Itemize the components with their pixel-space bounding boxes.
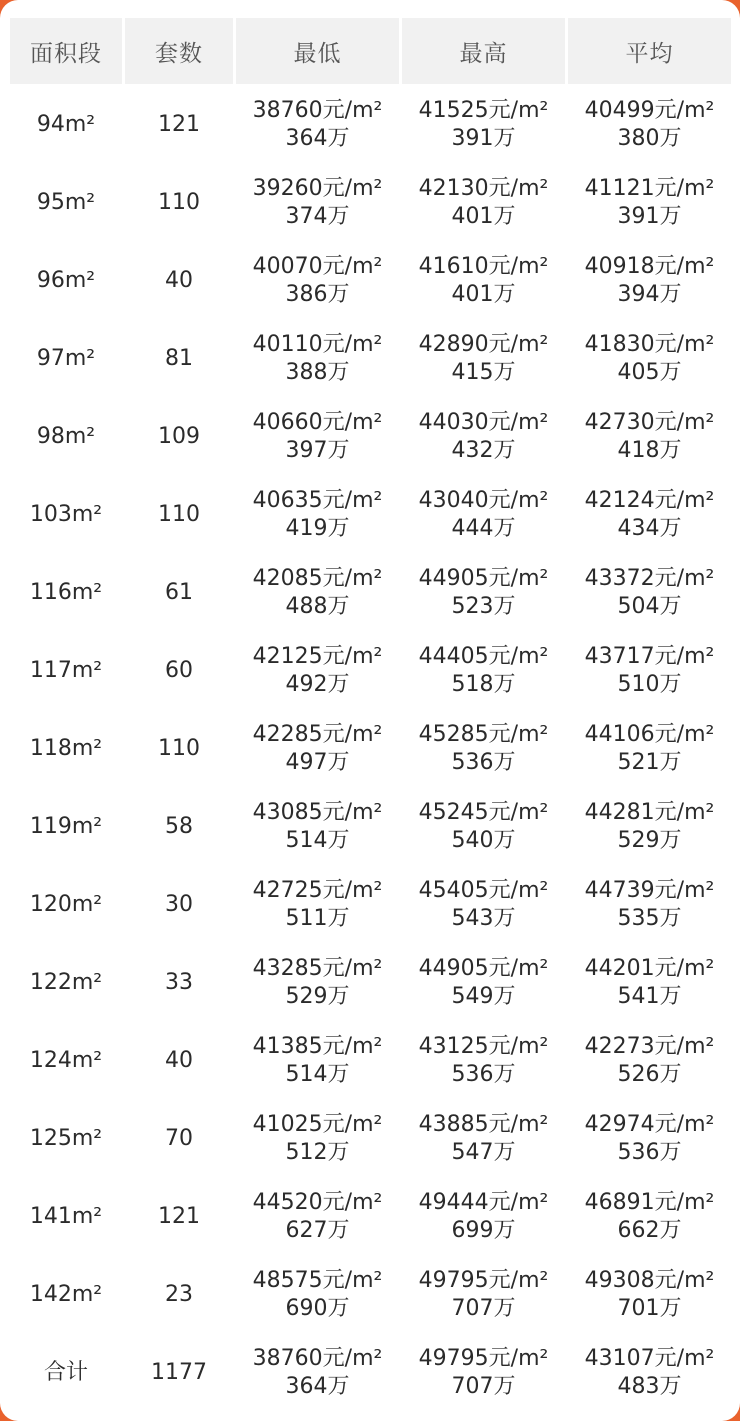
area-cell	[10, 711, 122, 786]
area-label: 97m²	[36, 345, 96, 371]
table-row	[10, 711, 731, 786]
max-cell	[402, 321, 565, 396]
avg-unit-price: 43372元/m²	[584, 565, 715, 591]
min-total-price: 529万	[285, 983, 350, 1009]
min-total-price: 364万	[285, 1373, 350, 1399]
avg-unit-price: 49308元/m²	[584, 1267, 715, 1293]
min-unit-price: 38760元/m²	[252, 1345, 383, 1371]
table-row	[10, 243, 731, 318]
min-cell	[236, 867, 399, 942]
min-unit-price: 42125元/m²	[252, 643, 383, 669]
max-total-price: 707万	[451, 1295, 516, 1321]
table-row	[10, 1179, 731, 1254]
min-total-price: 511万	[285, 905, 350, 931]
table-row	[10, 867, 731, 942]
avg-cell	[568, 477, 731, 552]
max-unit-price: 41525元/m²	[418, 97, 549, 123]
table-row	[10, 1101, 731, 1176]
count-value: 1177	[151, 1359, 207, 1385]
max-cell	[402, 399, 565, 474]
min-unit-price: 40660元/m²	[252, 409, 383, 435]
avg-total-price: 483万	[617, 1373, 682, 1399]
avg-total-price: 536万	[617, 1139, 682, 1165]
price-table	[7, 15, 734, 1413]
area-cell	[10, 165, 122, 240]
table-row	[10, 1023, 731, 1098]
avg-cell	[568, 945, 731, 1020]
area-cell	[10, 399, 122, 474]
area-cell	[10, 1335, 122, 1410]
min-cell	[236, 243, 399, 318]
min-total-price: 419万	[285, 515, 350, 541]
area-cell	[10, 87, 122, 162]
avg-total-price: 504万	[617, 593, 682, 619]
count-value: 121	[158, 1203, 200, 1229]
avg-cell	[568, 1335, 731, 1410]
avg-cell	[568, 1023, 731, 1098]
min-cell	[236, 555, 399, 630]
header-count: 套数	[125, 18, 233, 84]
max-unit-price: 49795元/m²	[418, 1345, 549, 1371]
max-total-price: 543万	[451, 905, 516, 931]
min-cell	[236, 321, 399, 396]
count-cell	[125, 243, 233, 318]
area-label: 96m²	[36, 267, 96, 293]
avg-total-price: 541万	[617, 983, 682, 1009]
avg-cell	[568, 1179, 731, 1254]
min-total-price: 497万	[285, 749, 350, 775]
max-unit-price: 44905元/m²	[418, 565, 549, 591]
avg-unit-price: 42124元/m²	[584, 487, 715, 513]
count-value: 109	[158, 423, 200, 449]
max-total-price: 549万	[451, 983, 516, 1009]
max-unit-price: 42890元/m²	[418, 331, 549, 357]
table-row	[10, 945, 731, 1020]
table-row	[10, 399, 731, 474]
min-cell	[236, 711, 399, 786]
area-label: 94m²	[36, 111, 96, 137]
min-unit-price: 41385元/m²	[252, 1033, 383, 1059]
max-total-price: 547万	[451, 1139, 516, 1165]
max-unit-price: 45285元/m²	[418, 721, 549, 747]
avg-total-price: 521万	[617, 749, 682, 775]
max-cell	[402, 789, 565, 864]
table-row	[10, 789, 731, 864]
area-label: 103m²	[29, 501, 103, 527]
min-unit-price: 42285元/m²	[252, 721, 383, 747]
max-unit-price: 45405元/m²	[418, 877, 549, 903]
avg-cell	[568, 711, 731, 786]
min-total-price: 374万	[285, 203, 350, 229]
count-value: 40	[165, 1047, 193, 1073]
avg-unit-price: 42273元/m²	[584, 1033, 715, 1059]
avg-total-price: 418万	[617, 437, 682, 463]
area-label: 122m²	[29, 969, 103, 995]
area-label: 98m²	[36, 423, 96, 449]
avg-cell	[568, 165, 731, 240]
min-total-price: 488万	[285, 593, 350, 619]
min-total-price: 627万	[285, 1217, 350, 1243]
table-body	[10, 87, 731, 1410]
min-total-price: 397万	[285, 437, 350, 463]
count-cell	[125, 1179, 233, 1254]
avg-total-price: 535万	[617, 905, 682, 931]
area-label: 119m²	[29, 813, 103, 839]
avg-cell	[568, 633, 731, 708]
min-unit-price: 48575元/m²	[252, 1267, 383, 1293]
min-total-price: 512万	[285, 1139, 350, 1165]
max-unit-price: 44030元/m²	[418, 409, 549, 435]
max-total-price: 518万	[451, 671, 516, 697]
area-label: 118m²	[29, 735, 103, 761]
max-cell	[402, 1023, 565, 1098]
avg-unit-price: 43717元/m²	[584, 643, 715, 669]
count-value: 40	[165, 267, 193, 293]
area-cell	[10, 867, 122, 942]
avg-unit-price: 42730元/m²	[584, 409, 715, 435]
total-row	[10, 1335, 731, 1410]
max-total-price: 707万	[451, 1373, 516, 1399]
area-cell	[10, 1101, 122, 1176]
max-cell	[402, 477, 565, 552]
area-cell	[10, 243, 122, 318]
count-cell	[125, 789, 233, 864]
avg-total-price: 701万	[617, 1295, 682, 1321]
avg-unit-price: 41121元/m²	[584, 175, 715, 201]
max-total-price: 401万	[451, 203, 516, 229]
min-cell	[236, 477, 399, 552]
min-cell	[236, 1335, 399, 1410]
count-cell	[125, 1101, 233, 1176]
avg-unit-price: 41830元/m²	[584, 331, 715, 357]
max-unit-price: 43885元/m²	[418, 1111, 549, 1137]
avg-total-price: 662万	[617, 1217, 682, 1243]
count-value: 30	[165, 891, 193, 917]
avg-unit-price: 40918元/m²	[584, 253, 715, 279]
max-unit-price: 43125元/m²	[418, 1033, 549, 1059]
max-cell	[402, 867, 565, 942]
max-cell	[402, 165, 565, 240]
avg-cell	[568, 87, 731, 162]
max-unit-price: 43040元/m²	[418, 487, 549, 513]
max-cell	[402, 633, 565, 708]
max-cell	[402, 945, 565, 1020]
avg-total-price: 380万	[617, 125, 682, 151]
min-cell	[236, 1179, 399, 1254]
max-total-price: 540万	[451, 827, 516, 853]
area-cell	[10, 321, 122, 396]
count-value: 81	[165, 345, 193, 371]
count-cell	[125, 477, 233, 552]
count-cell	[125, 945, 233, 1020]
avg-unit-price: 44106元/m²	[584, 721, 715, 747]
avg-unit-price: 46891元/m²	[584, 1189, 715, 1215]
max-cell	[402, 1101, 565, 1176]
max-total-price: 444万	[451, 515, 516, 541]
max-cell	[402, 1257, 565, 1332]
max-unit-price: 44905元/m²	[418, 955, 549, 981]
min-cell	[236, 399, 399, 474]
max-total-price: 523万	[451, 593, 516, 619]
avg-total-price: 529万	[617, 827, 682, 853]
min-unit-price: 40635元/m²	[252, 487, 383, 513]
count-value: 33	[165, 969, 193, 995]
max-total-price: 536万	[451, 1061, 516, 1087]
min-total-price: 514万	[285, 827, 350, 853]
min-unit-price: 41025元/m²	[252, 1111, 383, 1137]
area-cell	[10, 555, 122, 630]
area-cell	[10, 1179, 122, 1254]
max-cell	[402, 1335, 565, 1410]
max-total-price: 391万	[451, 125, 516, 151]
area-label: 117m²	[29, 657, 103, 683]
min-total-price: 492万	[285, 671, 350, 697]
avg-cell	[568, 555, 731, 630]
min-unit-price: 42085元/m²	[252, 565, 383, 591]
max-unit-price: 44405元/m²	[418, 643, 549, 669]
avg-unit-price: 44281元/m²	[584, 799, 715, 825]
header-row	[10, 18, 731, 84]
min-unit-price: 44520元/m²	[252, 1189, 383, 1215]
max-cell	[402, 711, 565, 786]
table-row	[10, 477, 731, 552]
max-total-price: 401万	[451, 281, 516, 307]
table-row	[10, 555, 731, 630]
min-cell	[236, 633, 399, 708]
min-total-price: 690万	[285, 1295, 350, 1321]
min-total-price: 364万	[285, 125, 350, 151]
count-value: 60	[165, 657, 193, 683]
count-value: 61	[165, 579, 193, 605]
max-cell	[402, 243, 565, 318]
avg-total-price: 510万	[617, 671, 682, 697]
avg-cell	[568, 789, 731, 864]
area-cell	[10, 789, 122, 864]
max-total-price: 536万	[451, 749, 516, 775]
max-unit-price: 49444元/m²	[418, 1189, 549, 1215]
area-label: 95m²	[36, 189, 96, 215]
max-total-price: 432万	[451, 437, 516, 463]
area-cell	[10, 945, 122, 1020]
count-cell	[125, 87, 233, 162]
min-cell	[236, 1101, 399, 1176]
avg-unit-price: 44739元/m²	[584, 877, 715, 903]
count-cell	[125, 1257, 233, 1332]
max-unit-price: 42130元/m²	[418, 175, 549, 201]
min-total-price: 386万	[285, 281, 350, 307]
count-value: 121	[158, 111, 200, 137]
avg-unit-price: 42974元/m²	[584, 1111, 715, 1137]
area-cell	[10, 1023, 122, 1098]
avg-total-price: 391万	[617, 203, 682, 229]
count-cell	[125, 321, 233, 396]
max-cell	[402, 1179, 565, 1254]
avg-cell	[568, 1257, 731, 1332]
min-unit-price: 43285元/m²	[252, 955, 383, 981]
count-cell	[125, 867, 233, 942]
min-unit-price: 40070元/m²	[252, 253, 383, 279]
area-label: 125m²	[29, 1125, 103, 1151]
area-cell	[10, 477, 122, 552]
min-cell	[236, 1257, 399, 1332]
min-cell	[236, 165, 399, 240]
count-value: 70	[165, 1125, 193, 1151]
count-value: 110	[158, 735, 200, 761]
area-label: 141m²	[29, 1203, 103, 1229]
avg-total-price: 434万	[617, 515, 682, 541]
count-cell	[125, 165, 233, 240]
avg-cell	[568, 1101, 731, 1176]
table-row	[10, 1257, 731, 1332]
area-cell	[10, 1257, 122, 1332]
count-cell	[125, 711, 233, 786]
avg-cell	[568, 243, 731, 318]
min-total-price: 388万	[285, 359, 350, 385]
count-cell	[125, 399, 233, 474]
min-unit-price: 38760元/m²	[252, 97, 383, 123]
max-cell	[402, 87, 565, 162]
min-cell	[236, 1023, 399, 1098]
table-row	[10, 165, 731, 240]
area-label: 120m²	[29, 891, 103, 917]
min-unit-price: 43085元/m²	[252, 799, 383, 825]
avg-cell	[568, 867, 731, 942]
max-total-price: 415万	[451, 359, 516, 385]
avg-cell	[568, 399, 731, 474]
min-cell	[236, 945, 399, 1020]
count-cell	[125, 633, 233, 708]
min-unit-price: 40110元/m²	[252, 331, 383, 357]
count-cell	[125, 555, 233, 630]
count-value: 23	[165, 1281, 193, 1307]
area-label: 124m²	[29, 1047, 103, 1073]
area-label: 142m²	[29, 1281, 103, 1307]
min-unit-price: 42725元/m²	[252, 877, 383, 903]
area-cell	[10, 633, 122, 708]
max-unit-price: 49795元/m²	[418, 1267, 549, 1293]
count-cell	[125, 1023, 233, 1098]
max-unit-price: 41610元/m²	[418, 253, 549, 279]
avg-unit-price: 40499元/m²	[584, 97, 715, 123]
avg-cell	[568, 321, 731, 396]
header-min: 最低	[236, 18, 399, 84]
min-unit-price: 39260元/m²	[252, 175, 383, 201]
header-avg: 平均	[568, 18, 731, 84]
area-label: 合计	[43, 1359, 88, 1385]
max-unit-price: 45245元/m²	[418, 799, 549, 825]
min-cell	[236, 87, 399, 162]
max-cell	[402, 555, 565, 630]
count-value: 110	[158, 189, 200, 215]
table-row	[10, 321, 731, 396]
header-area: 面积段	[10, 18, 122, 84]
table-row	[10, 633, 731, 708]
avg-total-price: 394万	[617, 281, 682, 307]
avg-unit-price: 43107元/m²	[584, 1345, 715, 1371]
table-header	[10, 18, 731, 84]
area-label: 116m²	[29, 579, 103, 605]
avg-total-price: 405万	[617, 359, 682, 385]
count-value: 58	[165, 813, 193, 839]
table-row	[10, 87, 731, 162]
avg-total-price: 526万	[617, 1061, 682, 1087]
avg-unit-price: 44201元/m²	[584, 955, 715, 981]
count-cell	[125, 1335, 233, 1410]
min-cell	[236, 789, 399, 864]
min-total-price: 514万	[285, 1061, 350, 1087]
max-total-price: 699万	[451, 1217, 516, 1243]
count-value: 110	[158, 501, 200, 527]
header-max: 最高	[402, 18, 565, 84]
